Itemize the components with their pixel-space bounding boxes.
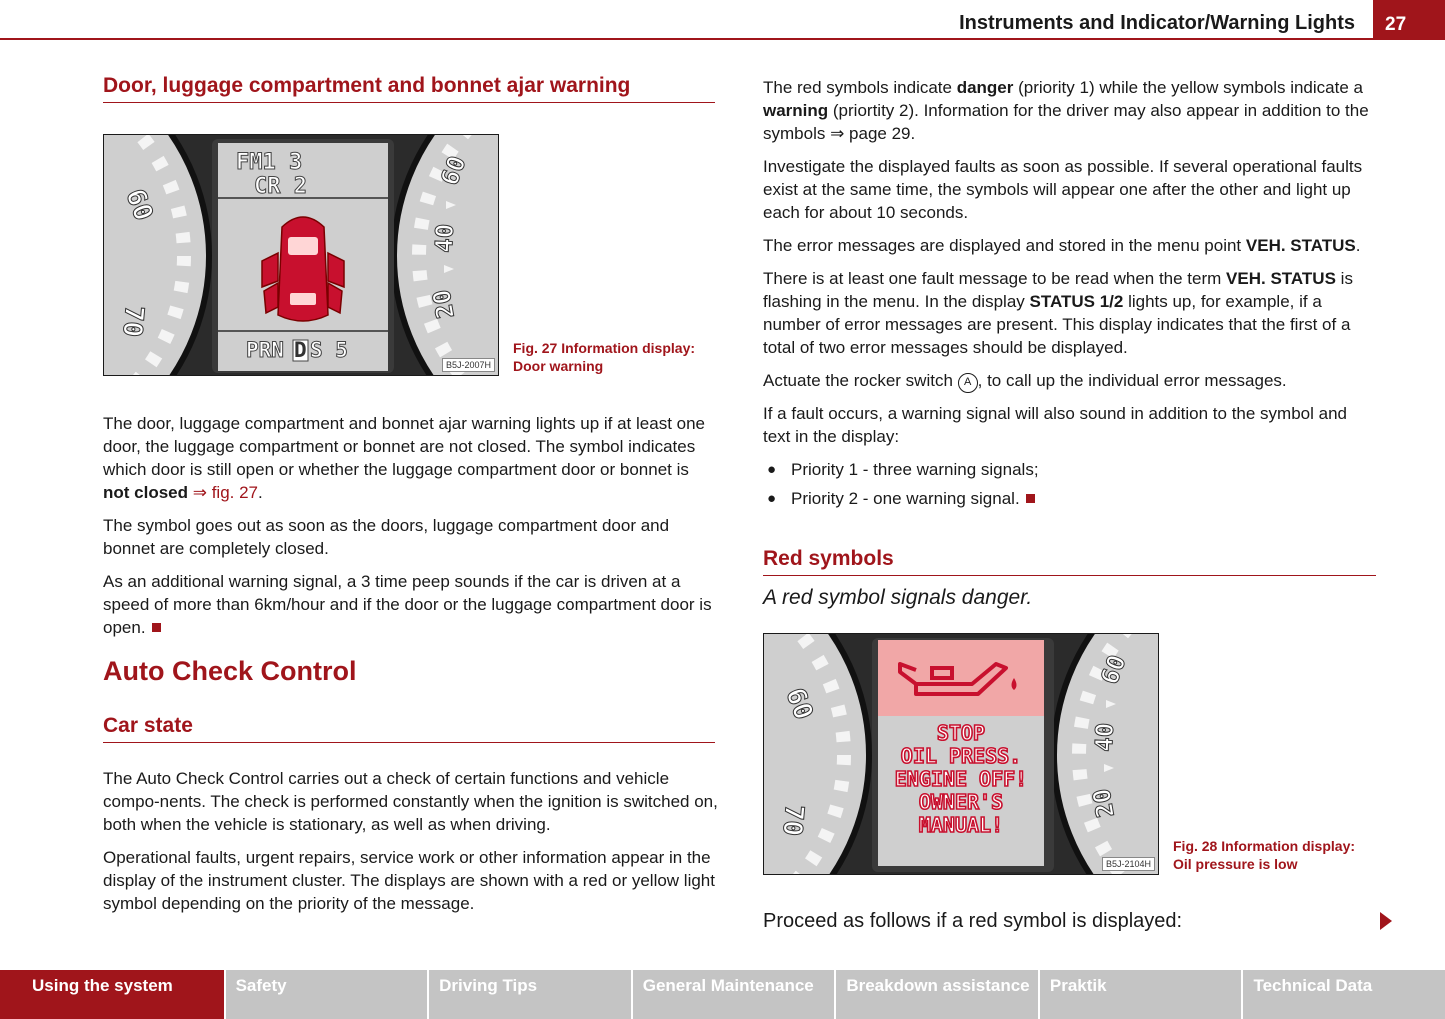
rocker-switch-a-icon: A — [958, 373, 978, 393]
heading-rule — [103, 742, 715, 743]
right-gauge-label-bottom: 20 — [427, 287, 460, 321]
instrument-cluster-illustration — [104, 135, 499, 376]
fig-27-link[interactable]: ⇒ fig. 27 — [188, 483, 259, 502]
message-line-2: OIL PRESS. — [900, 744, 1022, 768]
right-paragraph-4: There is at least one fault message to be read when the term VEH. STATUS is flashing in the menu. In the display STATUS 1/2 lights up, for example, if a number of error messages are present. This display indicates that the first of a total of two error messages should be displayed. — [763, 269, 1353, 357]
gear-indicator-selected: D — [294, 338, 307, 362]
page-number: 27 — [1373, 0, 1445, 40]
caption-line-1: Fig. 28 Information display: — [1173, 838, 1356, 854]
next-page-arrow-icon[interactable] — [1380, 912, 1392, 930]
proceed-text: Proceed as follows if a red symbol is displayed: — [763, 910, 1183, 932]
bullet-icon: ● — [767, 490, 777, 507]
right-paragraph-6: If a fault occurs, a warning signal will also sound in addition to the symbol and text in the display: — [763, 404, 1347, 446]
door-warning-heading: Door, luggage compartment and bonnet ajar warning — [103, 74, 631, 97]
bullet-icon: ● — [767, 461, 777, 478]
message-line-3: ENGINE OFF! — [894, 767, 1028, 791]
right-gauge-label-top: 60 — [1095, 651, 1132, 689]
red-symbols-heading: Red symbols — [763, 547, 894, 570]
tab-general-maintenance[interactable]: General Maintenance — [633, 970, 835, 1019]
message-line-4: OWNER'S — [918, 790, 1004, 814]
auto-check-control-title: Auto Check Control — [103, 656, 357, 686]
figure-code: B5J-2007H — [442, 358, 495, 372]
right-paragraph-3: The error messages are displayed and stored in the menu point VEH. STATUS. — [763, 236, 1361, 255]
car-state-heading: Car state — [103, 714, 193, 737]
figure-code: B5J-2104H — [1102, 857, 1155, 871]
tab-driving-tips[interactable]: Driving Tips — [429, 970, 631, 1019]
tab-praktik[interactable]: Praktik — [1040, 970, 1242, 1019]
right-gauge-label-mid: 40 — [1090, 722, 1120, 753]
message-line-1: STOP — [936, 721, 986, 745]
instrument-cluster-illustration — [764, 634, 1159, 875]
right-paragraph-5: Actuate the rocker switch A , to call up the individual error messages. — [763, 369, 1376, 393]
right-gauge-label-top: 60 — [435, 152, 472, 190]
left-gauge-label-bottom: 70 — [776, 803, 809, 838]
right-paragraph-1: The red symbols indicate danger (priority 1) while the yellow symbols indicate a warning (priortity 2). Information for the driver may also appear in addition to the symbols ⇒ page 29. — [763, 78, 1369, 143]
footer-nav — [0, 970, 1445, 1019]
acc-paragraph-2: Operational faults, urgent repairs, service work or other information appear in the display of the instrument cluster. The displays are shown with a red or yellow light symbol depending on the priority of the message. — [103, 848, 715, 913]
display-line-2: CR 2 — [254, 174, 307, 199]
message-line-5: MANUAL! — [918, 813, 1004, 837]
tab-safety[interactable]: Safety — [226, 970, 428, 1019]
acc-paragraph-1: The Auto Check Control carries out a check of certain functions and vehicle compo-nents. The check is performed constantly when the ignition is switched on, both when the vehicle is stationary, as well as when driving. — [103, 769, 718, 834]
tab-technical-data[interactable]: Technical Data — [1243, 970, 1445, 1019]
door-paragraph-3: As an additional warning signal, a 3 time peep sounds if the car is driven at a speed of more than 6km/hour and if the door or the luggage compartment door is open. — [103, 572, 712, 637]
door-paragraph-2: The symbol goes out as soon as the doors, luggage compartment door and bonnet are completely closed. — [103, 516, 670, 558]
heading-rule — [103, 102, 715, 103]
red-symbols-lead: A red symbol signals danger. — [763, 586, 1033, 609]
header-rule — [0, 38, 1445, 40]
caption-line-2: Door warning — [513, 358, 604, 374]
right-gauge-label-mid: 40 — [430, 223, 460, 254]
tab-breakdown-assistance[interactable]: Breakdown assistance — [836, 970, 1038, 1019]
gear-indicator-prefix: PRN — [246, 338, 284, 362]
end-of-section-icon — [1026, 494, 1035, 503]
figure-27-caption — [513, 339, 695, 375]
list-item: ● Priority 1 - three warning signals; — [767, 460, 1039, 479]
left-gauge-label-top: 60 — [779, 684, 819, 724]
running-header-title: Instruments and Indicator/Warning Lights — [959, 12, 1355, 34]
display-line-1: FM1 3 — [236, 150, 303, 175]
door-paragraph-1: The door, luggage compartment and bonnet ajar warning lights up if at least one door, the luggage compartment or bonnet are not closed. The symbol indicates which door is still open or whether the luggage compartment door or bonnet is not closed ⇒ fig. 27. — [103, 414, 705, 502]
caption-line-2: Oil pressure is low — [1173, 856, 1298, 872]
figure-oil-pressure — [763, 633, 1159, 875]
figure-door-warning — [103, 134, 499, 376]
end-of-section-icon — [152, 623, 161, 632]
right-gauge-label-bottom: 20 — [1087, 786, 1120, 820]
left-gauge-label-top: 60 — [119, 185, 159, 225]
figure-28-caption — [1173, 837, 1355, 873]
caption-line-1: Fig. 27 Information display: — [513, 340, 696, 356]
heading-rule — [763, 575, 1376, 576]
list-item: ● Priority 2 - one warning signal. — [791, 487, 1035, 510]
tab-using-the-system[interactable]: Using the system — [0, 970, 224, 1019]
left-gauge-label-bottom: 70 — [116, 304, 149, 339]
page-29-link[interactable]: ⇒ page 29. — [830, 124, 916, 143]
gear-indicator-suffix: S 5 — [310, 338, 348, 362]
right-paragraph-2: Investigate the displayed faults as soon as possible. If several operational faults exist at the same time, the symbols will appear one after the other and light up each for about 10 seconds. — [763, 157, 1363, 222]
